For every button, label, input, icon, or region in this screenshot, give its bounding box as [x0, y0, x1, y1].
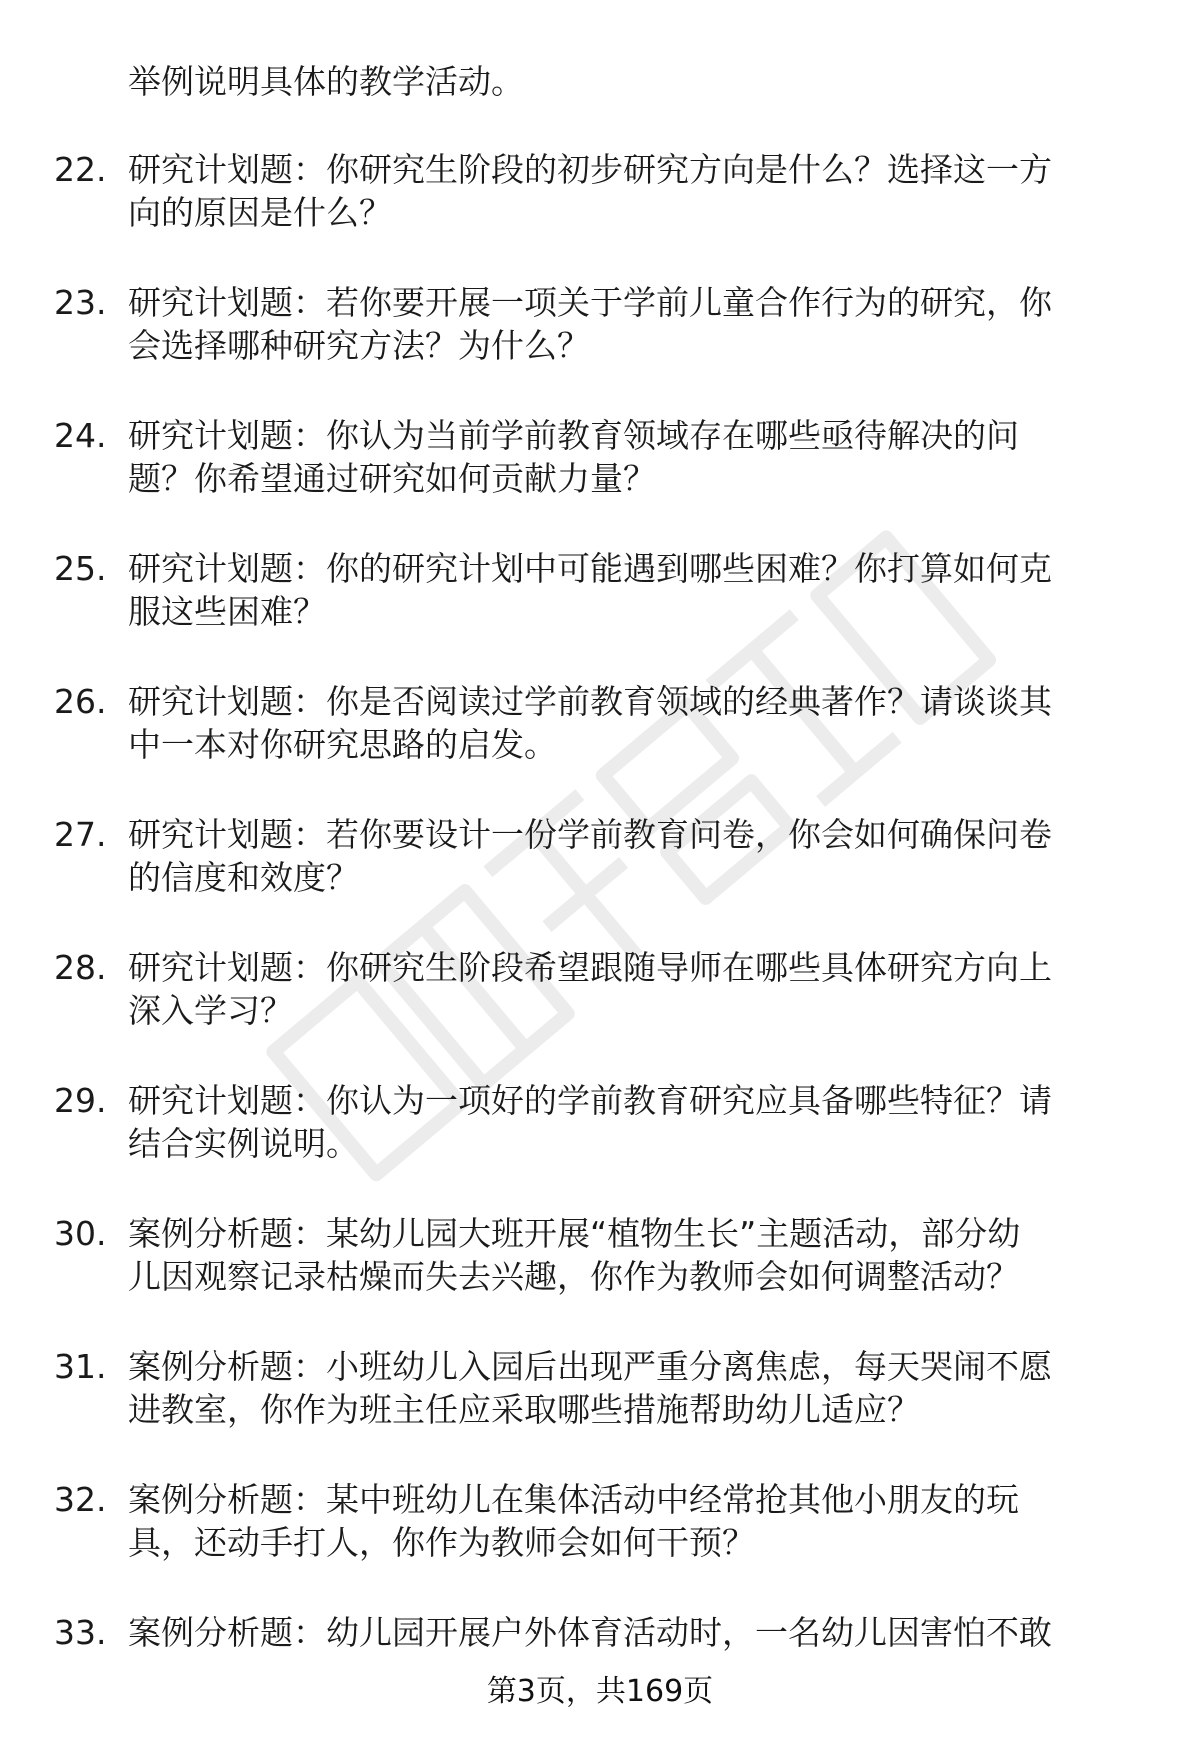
- question-text-line: 研究计划题：你的研究计划中可能遇到哪些困难？你打算如何克: [128, 549, 1052, 588]
- question-text: [128, 414, 1138, 500]
- question-number: 25.: [54, 549, 107, 588]
- question-text: [128, 1212, 1138, 1298]
- question-item: [0, 1333, 1200, 1466]
- question-number: 28.: [54, 948, 107, 987]
- question-text-line: 深入学习？: [128, 991, 293, 1030]
- question-text-line: 向的原因是什么？: [128, 193, 392, 232]
- page-footer: 第3页，共169页: [486, 1674, 714, 1709]
- question-item: [0, 668, 1200, 801]
- question-text-line: 研究计划题：若你要开展一项关于学前儿童合作行为的研究，你: [128, 283, 1052, 322]
- question-text: [128, 547, 1138, 633]
- question-item: [0, 136, 1200, 269]
- question-number: 32.: [54, 1480, 107, 1519]
- question-text-line: 研究计划题：你研究生阶段希望跟随导师在哪些具体研究方向上: [128, 948, 1052, 987]
- question-text: [128, 1611, 1138, 1654]
- question-text-line: 儿因观察记录枯燥而失去兴趣，你作为教师会如何调整活动？: [128, 1257, 1019, 1296]
- question-item: [0, 934, 1200, 1067]
- question-text: [128, 1079, 1138, 1165]
- question-item: [0, 801, 1200, 934]
- question-text: [128, 148, 1138, 234]
- question-item: [0, 535, 1200, 668]
- question-number: 23.: [54, 283, 107, 322]
- question-text-line: 服这些困难？: [128, 592, 326, 631]
- continuation-line: 举例说明具体的教学活动。: [128, 62, 524, 101]
- question-text-line: 题？你希望通过研究如何贡献力量？: [128, 459, 656, 498]
- question-number: 27.: [54, 815, 107, 854]
- question-text: [128, 946, 1138, 1032]
- question-text-line: 中一本对你研究思路的启发。: [128, 725, 557, 764]
- question-text-line: 研究计划题：你是否阅读过学前教育领域的经典著作？请谈谈其: [128, 682, 1052, 721]
- question-item: [0, 269, 1200, 402]
- question-text-line: 案例分析题：小班幼儿入园后出现严重分离焦虑，每天哭闹不愿: [128, 1347, 1052, 1386]
- question-number: 30.: [54, 1214, 107, 1253]
- question-text-line: 会选择哪种研究方法？为什么？: [128, 326, 590, 365]
- question-item: [0, 1067, 1200, 1200]
- question-text-line: 具，还动手打人，你作为教师会如何干预？: [128, 1523, 755, 1562]
- question-text-line: 的信度和效度？: [128, 858, 359, 897]
- question-text: [128, 1345, 1138, 1431]
- question-text-line: 案例分析题：幼儿园开展户外体育活动时，一名幼儿因害怕不敢: [128, 1613, 1052, 1652]
- question-number: 24.: [54, 416, 107, 455]
- question-text-line: 进教室，你作为班主任应采取哪些措施帮助幼儿适应？: [128, 1390, 920, 1429]
- question-item: [0, 402, 1200, 535]
- question-number: 31.: [54, 1347, 107, 1386]
- question-number: 33.: [54, 1613, 107, 1652]
- question-number: 26.: [54, 682, 107, 721]
- question-text-line: 案例分析题：某幼儿园大班开展“植物生长”主题活动，部分幼: [128, 1214, 1021, 1253]
- question-text: [128, 813, 1138, 899]
- question-number: 22.: [54, 150, 107, 189]
- question-text: [128, 680, 1138, 766]
- question-text-line: 案例分析题：某中班幼儿在集体活动中经常抢其他小朋友的玩: [128, 1480, 1019, 1519]
- question-text-line: 研究计划题：你研究生阶段的初步研究方向是什么？选择这一方: [128, 150, 1052, 189]
- question-text-line: 结合实例说明。: [128, 1124, 359, 1163]
- question-item: [0, 1466, 1200, 1599]
- question-number: 29.: [54, 1081, 107, 1120]
- question-item: [0, 1599, 1200, 1732]
- question-text-line: 研究计划题：你认为一项好的学前教育研究应具备哪些特征？请: [128, 1081, 1052, 1120]
- question-text: [128, 1478, 1138, 1564]
- question-text-line: 研究计划题：你认为当前学前教育领域存在哪些亟待解决的问: [128, 416, 1019, 455]
- question-text-line: 研究计划题：若你要设计一份学前教育问卷，你会如何确保问卷: [128, 815, 1052, 854]
- question-text: [128, 281, 1138, 367]
- question-item: [0, 1200, 1200, 1333]
- question-list: [0, 136, 1200, 1732]
